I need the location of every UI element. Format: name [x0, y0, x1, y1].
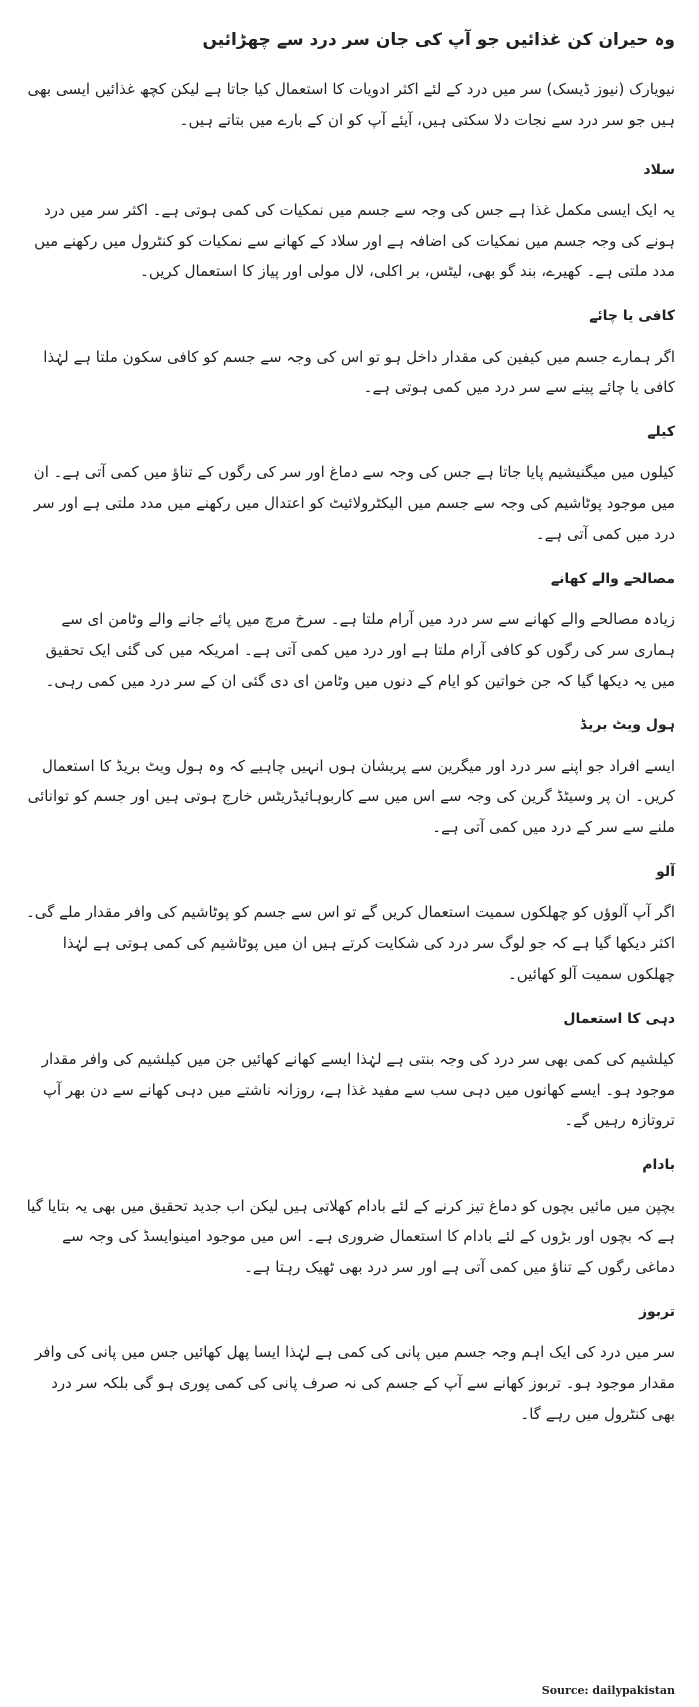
section-text: اگر ہمارے جسم میں کیفین کی مقدار داخل ہو تو اس کی وجہ سے جسم کو کافی سکون ملتا ہے لہٰذا کافی یا چائے پینے سے سر درد میں کمی ہوتی ہے۔ — [43, 347, 675, 397]
section-watermelon — [24, 1301, 675, 1430]
article-intro: نیویارک (نیوز ڈیسک) سر میں درد کے لئے اکثر ادویات کا استعمال کیا جاتا ہے لیکن کچھ غذائیں ایسی بھی ہیں جو سر درد سے نجات دلا سکتی ہیں، آیئے آپ کو ان کے بارے میں بتاتے ہیں۔ — [27, 79, 675, 129]
section-potato — [24, 861, 675, 990]
section-heading: مصالحے والے کھانے — [550, 570, 675, 587]
section-almonds — [24, 1154, 675, 1283]
section-text: سر میں درد کی ایک اہم وجہ جسم میں پانی کی کمی ہے لہٰذا ایسا پھل کھائیں جس میں پانی کی وافر مقدار موجود ہو۔ تربوز کھانے سے آپ کے جسم کی نہ صرف پانی کی کمی پوری ہو گی بلکہ سر درد بھی کنٹرول میں رہے گا۔ — [35, 1343, 675, 1423]
article-title: وہ حیران کن غذائیں جو آپ کی جان سر درد سے چھڑائیں — [202, 30, 675, 50]
section-spicy-food — [24, 568, 675, 697]
section-heading: کیلے — [647, 424, 675, 441]
section-heading: آلو — [656, 863, 675, 880]
section-text: یہ ایک ایسی مکمل غذا ہے جس کی وجہ سے جسم میں نمکیات کی کمی ہوتی ہے۔ اکثر سر میں درد ہونے کی وجہ جسم میں نمکیات کی اضافہ ہے اور سلاد کے کھانے سے نمکیات کو کنٹرول میں رکھنے میں مدد ملتی ہے۔ کھیرے، بند گو بھی، لیٹس، بر اکلی، لال مولی اور پیاز کا استعمال کریں۔ — [34, 200, 675, 281]
section-heading: دہی کا استعمال — [563, 1010, 675, 1027]
section-heading: ہول ویٹ بریڈ — [580, 717, 675, 734]
section-heading: کافی یا چائے — [589, 308, 675, 325]
section-bananas — [24, 421, 675, 550]
section-coffee-tea — [24, 305, 675, 403]
section-yogurt — [24, 1008, 675, 1137]
section-heading: سلاد — [643, 161, 675, 178]
section-text: ایسے افراد جو اپنے سر درد اور میگرین سے پریشان ہوں انہیں چاہیے کہ وہ ہول ویٹ بریڈ کا استعمال کریں۔ ان پر وسیٹڈ گرین کی وجہ سے اس میں سے کاربوہائیڈریٹس خارج ہوتی ہیں اور جسم کو توانائی ملنے سے سر کے درد میں کمی آتی ہے۔ — [27, 756, 675, 837]
section-text: اگر آپ آلوؤں کو چھلکوں سمیت استعمال کریں گے تو اس سے جسم کو پوٹاشیم کی وافر مقدار ملے گی۔ اکثر دیکھا گیا ہے کہ جو لوگ سر درد کی شکایت کرتے ہیں ان میں پوٹاشیم کی کمی ہوتی ہے لہٰذا چھلکوں سمیت آلو کھائیں۔ — [25, 903, 675, 983]
section-heading: بادام — [642, 1157, 675, 1174]
section-text: زیادہ مصالحے والے کھانے سے سر درد میں آرام ملتا ہے۔ سرخ مرچ میں پائے جانے والے وٹامن ای سے ہماری سر کی رگوں کو کافی آرام ملتا ہے اور درد میں کمی آتی ہے۔ امریکہ میں کی گئی ایک تحقیق میں یہ دیکھا گیا کہ جن خواتین کو ایام کے دنوں میں وٹامن ای دی گئی ان کے سر درد میں کمی رہی۔ — [45, 610, 675, 690]
section-text: بچپن میں مائیں بچوں کو دماغ تیز کرنے کے لئے بادام کھلاتی ہیں لیکن اب جدید تحقیق میں بھی یہ بتایا گیا ہے کہ بچوں اور بڑوں کے لئے بادام کا استعمال ضروری ہے۔ اس میں موجود امینوایسڈ کی وجہ سے دماغی رگوں کے تناؤ میں کمی آتی ہے اور سر درد بھی ٹھیک رہتا ہے۔ — [26, 1196, 675, 1277]
section-text: کیلوں میں میگنیشیم پایا جاتا ہے جس کی وجہ سے دماغ اور سر کی رگوں کے تناؤ میں کمی آتی ہے۔ ان میں موجود پوٹاشیم کی وجہ سے جسم میں الیکٹرولائیٹ کو اعتدال میں رکھنے میں مدد ملتی ہے اور سر درد میں کمی آتی ہے۔ — [33, 463, 675, 543]
section-text: کیلشیم کی کمی بھی سر درد کی وجہ بنتی ہے لہٰذا ایسے کھانے کھائیں جن میں کیلشیم کی وافر مقدار موجود ہو۔ ایسے کھانوں میں دہی سب سے مفید غذا ہے، روزانہ ناشتے میں دہی کھانے سے دن بھر آپ تروتازہ رہیں گے۔ — [41, 1049, 675, 1130]
section-heading: تربوز — [638, 1303, 675, 1320]
source-credit: Source: dailypakistan — [541, 1684, 675, 1697]
section-whole-wheat-bread — [24, 714, 675, 843]
section-salad — [24, 159, 675, 288]
